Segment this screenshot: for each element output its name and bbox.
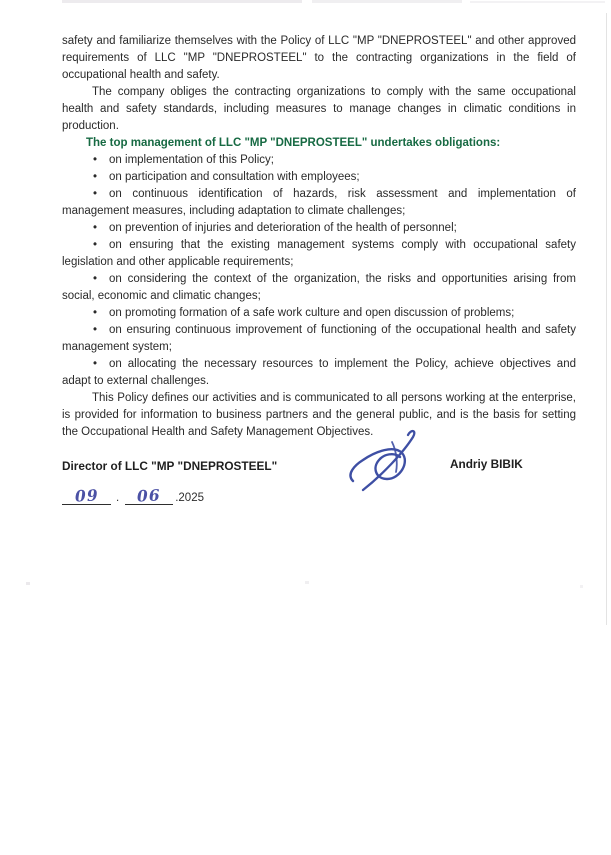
bullet-item: [62, 169, 576, 186]
bullet-marker: •: [93, 273, 98, 285]
bullet-marker: •: [93, 222, 98, 234]
bullet-text: on implementation of this Policy;: [109, 154, 274, 166]
bullet-text: on promoting formation of a safe work culture and open discussion of problems;: [109, 307, 515, 319]
bullet-text: on prevention of injuries and deterioration of the health of personnel;: [109, 222, 457, 234]
date-day-underline: [62, 484, 111, 505]
bullet-marker: •: [93, 154, 98, 166]
date-day-handwritten: 09: [74, 485, 99, 506]
bullet-item: [62, 152, 576, 169]
bullet-item: [62, 322, 576, 356]
date-month-handwritten: 06: [136, 485, 162, 506]
bullet-item: [62, 356, 576, 390]
signature-scribble: [348, 428, 426, 494]
bullet-marker: •: [93, 239, 98, 251]
date-year: .2025: [175, 492, 204, 504]
bullet-marker: •: [93, 307, 98, 319]
bullet-marker: •: [93, 324, 98, 336]
closing-paragraph: This Policy defines our activities and is communicated to all persons working at the enterprise, is provided for information to business partners and the general public, and is the basis for setting the Occupational Health and Safety Management Objectives.: [62, 392, 576, 438]
bullet-marker: •: [93, 358, 98, 370]
bullet-marker: •: [93, 171, 98, 183]
bullet-item: [62, 186, 576, 220]
director-title: Director of LLC "MP "DNEPROSTEEL": [62, 459, 278, 473]
body-paragraph-continuation: safety and familiarize themselves with the Policy of LLC "MP "DNEPROSTEEL" and other approved requirements of LLC "MP "DNEPROSTEEL" to the contracting organizations in the field of occupational health and safety.: [62, 35, 576, 81]
signature-row: [62, 457, 576, 474]
bullet-item: [62, 220, 576, 237]
obligations-heading: The top management of LLC "MP "DNEPROSTEEL" undertakes obligations:: [86, 137, 501, 149]
body-paragraph-company-obliges: The company obliges the contracting organizations to comply with the same occupational health and safety standards, including measures to manage changes in climatic conditions in production.: [62, 86, 576, 132]
bullet-text: on continuous identification of hazards, risk assessment and implementation of management measures, including adaptation to climate challenges;: [62, 188, 576, 217]
bullet-item: [62, 271, 576, 305]
director-name: Andriy BIBIK: [450, 457, 523, 471]
bullet-text: on ensuring continuous improvement of functioning of the occupational health and safety management system;: [62, 324, 576, 353]
date-row: [62, 483, 576, 505]
bullet-text: on allocating the necessary resources to implement the Policy, achieve objectives and adapt to external challenges.: [62, 358, 576, 387]
bullet-text: on ensuring that the existing management systems comply with occupational safety legislation and other applicable requirements;: [62, 239, 576, 268]
bullet-text: on participation and consultation with employees;: [109, 171, 360, 183]
bullet-text: on considering the context of the organization, the risks and opportunities arising from social, economic and climatic changes;: [62, 273, 576, 302]
bullet-item: [62, 237, 576, 271]
date-month-underline: [125, 484, 173, 505]
bullet-item: [62, 305, 576, 322]
date-separator: .: [116, 492, 120, 504]
bullet-marker: •: [93, 188, 98, 200]
